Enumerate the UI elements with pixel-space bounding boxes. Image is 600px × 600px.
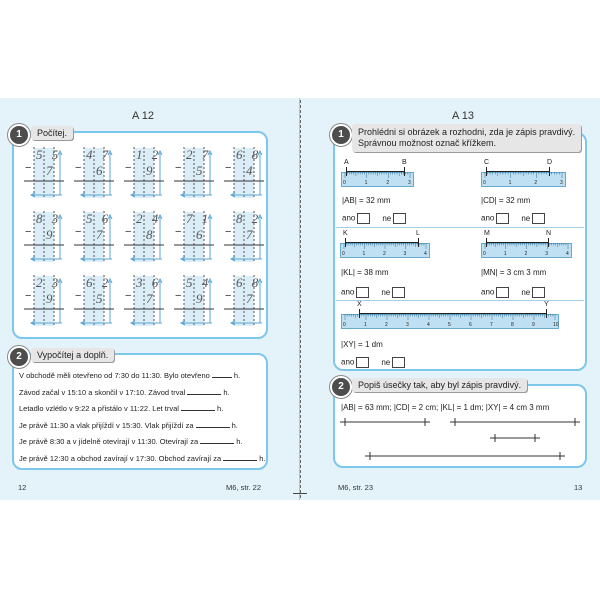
ruler-tick-label: 0 [343,180,346,186]
calc-bottom-number: 6 [196,227,206,242]
calc-bottom-number: 8 [146,227,156,242]
yes-label: ano [341,357,355,367]
ruler-tick-label: 3 [403,251,407,257]
calc-top-number: 2 3 [36,275,62,290]
point-label: N [546,230,552,237]
answer-unit: h. [236,437,243,446]
right-page-reference: M6, str. 23 [338,483,374,492]
ruler-tick-label: 6 [469,322,472,328]
answer-unit: h. [233,371,241,380]
point-mark [549,167,550,176]
ruler-tick-label: 2 [524,251,528,257]
calc-top-number: 1 2 [136,147,162,162]
point-label: Y [544,301,549,308]
task1-label: Počítej. [31,126,73,140]
left-page-title: A 12 [131,110,155,122]
segment-line [486,242,548,243]
length-statement: |KL| = 38 mm [341,268,389,277]
calc-bottom-number: 7 [146,291,156,306]
calc-cell [168,273,216,331]
minus-sign: − [25,162,32,174]
ruler-tick-label: 1 [364,180,368,186]
ruler [481,172,566,187]
no-checkbox[interactable] [392,287,405,298]
calc-top-number: 4 7 [86,147,112,162]
rtask2-label: Popiš úsečky tak, aby byl zápis pravdivý. [352,378,527,392]
ruler-tick-label: 3 [406,322,409,328]
answer-row [342,213,406,224]
word-problem-line [19,370,240,380]
calc-top-number: 6 8 [236,147,262,162]
calc-top-number: 8 2 [236,211,262,226]
segment-line [346,171,404,172]
segment-line [345,242,418,243]
calc-bottom-number: 7 [246,227,256,242]
answer-blank[interactable] [181,403,215,411]
ruler-tick-label: 7 [490,322,493,328]
calc-top-number: 6 2 [86,275,112,290]
ruler-tick-label: 1 [503,251,507,257]
ruler-ticks [481,172,566,187]
word-problem-text: Letadlo vzlétlo v 9:22 a přistálo v 11:22. Let trval [19,404,182,413]
minus-sign: − [75,226,82,238]
word-problem-text: Je právě 12:30 a obchod zavírají v 17:30. Obchod zavírají za [19,453,224,463]
answer-unit: h. [259,453,266,463]
ruler-tick-label: 1 [508,180,512,186]
answer-blank[interactable] [200,436,234,444]
calc-cell [168,209,216,267]
right-page-number: 13 [574,483,583,492]
yes-label: ano [481,213,495,223]
length-statement: |MN| = 3 cm 3 mm [481,268,547,277]
rtask1-label-line2: Správnou možnost označ křížkem. [358,138,497,148]
calc-cell [218,273,266,331]
calc-cell [68,209,116,267]
point-label: M [484,230,490,237]
ruler-tick-label: 2 [386,180,390,186]
yes-checkbox[interactable] [356,357,369,368]
calc-cell [18,273,66,331]
calc-bottom-number: 6 [96,163,106,178]
answer-row [341,357,405,368]
word-problem-line [19,436,242,446]
no-checkbox[interactable] [532,287,545,298]
calc-cell [218,209,266,267]
word-problem-text: V obchodě měli otevřeno od 7:30 do 11:30. Bylo otevřeno [19,371,212,380]
answer-blank[interactable] [212,370,232,378]
calc-bottom-number: 5 [196,163,206,178]
rtask1-label [352,124,581,152]
calc-cell [118,145,166,203]
minus-sign: − [25,226,32,238]
point-label: D [547,159,553,166]
ruler-tick-label: 0 [342,251,345,257]
point-mark [418,238,419,247]
ruler-tick-label: 1 [362,251,366,257]
no-checkbox[interactable] [532,213,545,224]
ruler-tick-label: 2 [383,251,386,257]
answer-blank[interactable] [196,420,230,428]
ruler-tick-label: 8 [511,322,514,328]
minus-sign: − [125,290,132,302]
point-mark [548,238,549,247]
point-mark [546,309,547,318]
point-mark [404,167,405,176]
answer-unit: h. [223,387,230,397]
minus-sign: − [225,226,232,238]
rtask1-label-line1: Prohlédni si obrázek a rozhodni, zda je zápis pravdivý. [358,127,576,137]
calc-top-number: 6 8 [236,275,262,290]
ruler-tick-label: 1 [364,322,367,328]
ruler-tick-label: 5 [448,322,451,328]
answer-unit: h. [217,404,224,413]
length-statement: |CD| = 32 mm [481,196,531,205]
ruler-tick-label: 4 [424,251,427,257]
calc-bottom-number: 7 [246,291,256,306]
answer-row [341,287,405,298]
yes-checkbox[interactable] [356,287,369,298]
calc-cell [18,145,66,203]
calc-bottom-number: 7 [46,163,56,178]
point-label: K [343,230,348,237]
minus-sign: − [25,290,32,302]
task2-label: Vypočítej a doplň. [31,348,114,362]
separator [336,227,584,228]
calc-cell [18,209,66,267]
word-problem-line [19,403,223,413]
separator [336,300,584,301]
calc-bottom-number: 9 [46,227,56,242]
left-page-reference: M6, str. 22 [226,483,262,492]
calc-bottom-number: 9 [146,163,156,178]
calc-bottom-number: 4 [246,163,256,178]
minus-sign: − [175,290,182,302]
point-label: L [416,230,420,237]
point-label: A [344,159,349,166]
spine-mark [293,493,307,494]
minus-sign: − [225,162,232,174]
calc-top-number: 3 6 [136,275,162,290]
no-label: ne [521,213,531,223]
calc-cell [218,145,266,203]
ruler-tick-label: 3 [408,180,411,186]
no-label: ne [382,213,392,223]
left-page-number: 12 [18,483,27,492]
no-checkbox[interactable] [392,357,405,368]
ruler-tick-label: 3 [545,251,549,257]
answer-blank[interactable] [223,453,257,461]
ruler-tick-label: 2 [534,180,538,186]
segment-line [359,313,546,314]
minus-sign: − [125,226,132,238]
rtask2-badge: 2 [330,376,352,398]
word-problem-line [19,453,266,463]
task1-badge: 1 [8,124,30,146]
calc-cell [168,145,216,203]
ruler-tick-label: 4 [427,322,430,328]
point-label: X [357,301,362,308]
calc-bottom-number: 7 [96,227,106,242]
calc-top-number: 5 6 [86,211,112,226]
yes-label: ano [342,213,356,223]
yes-checkbox[interactable] [496,213,509,224]
answer-row [481,287,545,298]
no-checkbox[interactable] [393,213,406,224]
word-problem-line [19,420,238,430]
no-label: ne [381,287,391,297]
ruler-tick-label: 2 [385,322,388,328]
minus-sign: − [75,290,82,302]
calc-bottom-number: 5 [96,291,106,306]
ruler-tick-label: 0 [483,180,486,186]
spine-fold-line [300,100,301,498]
ruler-tick-label: 3 [560,180,563,186]
calc-top-number: 2 4 [136,211,162,226]
calc-bottom-number: 9 [46,291,56,306]
ruler-tick-label: 4 [566,251,569,257]
point-label: B [402,159,407,166]
rtask1-badge: 1 [330,124,352,146]
point-label: C [484,159,490,166]
yes-checkbox[interactable] [357,213,370,224]
yes-checkbox[interactable] [496,287,509,298]
segment-line [486,171,549,172]
minus-sign: − [75,162,82,174]
calc-top-number: 2 7 [186,147,212,162]
answer-row [481,213,545,224]
right-page-title: A 13 [451,110,475,122]
word-problem-text: Je právě 11:30 a vlak přijíždí v 15:30. Vlak přijíždí za [19,420,196,430]
calc-bottom-number: 9 [196,291,206,306]
ruler-tick-label: 10 [553,322,559,328]
length-statement: |AB| = 32 mm [342,196,391,205]
rtask2-segments [335,412,585,468]
yes-label: ano [341,287,355,297]
calc-cell [118,273,166,331]
word-problem-text: Je právě 8:30 a v jídelně otevírají v 11:30. Otevírají za [19,437,201,446]
calc-cell [68,273,116,331]
minus-sign: − [175,226,182,238]
calc-top-number: 5 4 [186,275,212,290]
ruler-tick-label: 9 [532,322,535,328]
word-problem-text: Závod začal v 15:10 a skončil v 17:10. Závod trval [19,387,188,397]
minus-sign: − [175,162,182,174]
answer-blank[interactable] [187,387,221,395]
ruler-tick-label: 0 [343,322,346,328]
calc-top-number: 7 1 [186,211,212,226]
calc-cell [118,209,166,267]
answer-unit: h. [231,420,238,430]
calc-top-number: 8 3 [36,211,62,226]
calc-top-number: 5 5 [36,147,62,162]
no-label: ne [521,287,531,297]
length-statement: |XY| = 1 dm [341,340,383,349]
minus-sign: − [125,162,132,174]
word-problem-line [19,387,230,397]
calc-cell [68,145,116,203]
rtask2-statement: |AB| = 63 mm; |CD| = 2 cm; |KL| = 1 dm; |XY| = 4 cm 3 mm [341,403,550,412]
ruler-tick-label: 0 [483,251,486,257]
minus-sign: − [225,290,232,302]
task2-badge: 2 [8,346,30,368]
no-label: ne [381,357,391,367]
yes-label: ano [481,287,495,297]
